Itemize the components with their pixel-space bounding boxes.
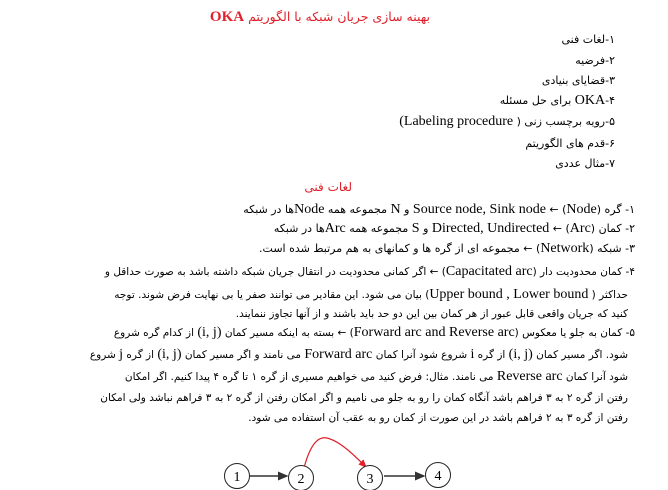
node-label: 1 bbox=[233, 470, 241, 485]
text: ) ← bbox=[545, 203, 567, 216]
toc-label: رویه برچسب زنی ( bbox=[513, 115, 606, 128]
toc-label: قدم های الگوریتم bbox=[525, 137, 606, 150]
term: Arc bbox=[324, 221, 346, 236]
toc-number: ۶- bbox=[605, 137, 615, 150]
text: و bbox=[400, 203, 413, 216]
text: ۴- کمان محدودیت دار ( bbox=[532, 266, 635, 278]
term: Node bbox=[566, 202, 597, 217]
toc-en: OKA bbox=[574, 93, 606, 108]
text: می نامند و اگر مسیر کمان bbox=[181, 349, 305, 361]
title-text: بهینه سازی جریان شبکه با الگوریتم bbox=[248, 9, 430, 24]
toc-number: ۴- bbox=[605, 94, 615, 107]
text: ) بیان می شود. این مقادیر می توانند صفر یا بی نهایت فرض شوند. توجه bbox=[114, 289, 430, 301]
text: ) ← مجموعه ای از گره ها و کمانهای به هم مرتبط شده است. bbox=[259, 242, 541, 255]
toc-label: مثال عددی bbox=[555, 157, 606, 170]
text: ها در شبکه bbox=[243, 203, 295, 216]
term: j bbox=[119, 347, 124, 362]
text: حداکثر ( bbox=[588, 289, 628, 301]
term: Reverse arc bbox=[496, 369, 563, 384]
text: شروع bbox=[89, 349, 120, 361]
term: (i, j) bbox=[508, 347, 533, 362]
text: از کدام گره شروع bbox=[113, 327, 198, 339]
text: مجموعه همه bbox=[324, 203, 391, 216]
term: Node bbox=[294, 202, 325, 217]
text: ها در شبکه bbox=[273, 222, 325, 235]
node-label: 4 bbox=[434, 469, 442, 484]
node-label: 2 bbox=[297, 472, 305, 487]
term: Capacitated arc bbox=[445, 264, 533, 279]
term: i bbox=[470, 347, 475, 362]
text: شروع شود آنرا کمان bbox=[372, 349, 471, 361]
toc-number: ۳- bbox=[605, 74, 615, 87]
term: Directed, Undirected bbox=[431, 221, 550, 236]
toc-label: فرضیه bbox=[575, 54, 606, 67]
node-3 bbox=[358, 466, 383, 490]
toc-number: ۲- bbox=[605, 54, 615, 67]
text: شود آنرا کمان bbox=[562, 371, 628, 383]
toc-label: برای حل مسئله bbox=[499, 94, 575, 107]
text: می نامند. مثال: فرض کنید می خواهیم مسیری از گره ۱ تا گره ۴ پیدا کنیم. اگر امکان bbox=[124, 371, 497, 383]
text: ۵- کمان به جلو یا معکوس ( bbox=[514, 327, 635, 339]
text: ۳- شبکه ( bbox=[589, 242, 635, 255]
term: N bbox=[390, 202, 401, 217]
title-algorithm: OKA bbox=[209, 9, 245, 25]
reverse-arc-2-3 bbox=[304, 438, 366, 468]
toc-en: Labeling procedure) bbox=[399, 114, 514, 129]
toc-number: ۵- bbox=[605, 115, 615, 128]
text: ) ← بسته به اینکه مسیر کمان bbox=[221, 327, 354, 339]
toc-number: ۱- bbox=[605, 33, 615, 46]
text: ) ← bbox=[549, 222, 570, 235]
term: Source node, Sink node bbox=[412, 202, 546, 217]
term: Forward arc bbox=[304, 347, 373, 362]
term: Arc bbox=[569, 221, 591, 236]
node-4 bbox=[426, 463, 451, 488]
text: ) ← اگر کمانی محدودیت در انتقال جریان شبکه داشته باشد به صورت حداقل و bbox=[104, 266, 446, 278]
term: (i, j) bbox=[197, 325, 222, 340]
term: Network bbox=[540, 241, 590, 256]
term: Upper bound , Lower bound bbox=[429, 287, 589, 302]
term: Forward arc and Reverse arc bbox=[353, 325, 515, 340]
text: ۱- گره ( bbox=[596, 203, 635, 216]
text: از گره bbox=[123, 349, 158, 361]
node-label: 3 bbox=[366, 472, 374, 487]
node-2 bbox=[289, 466, 314, 490]
toc-number: ۷- bbox=[605, 157, 615, 170]
node-1 bbox=[225, 464, 250, 489]
definition-line: رفتن از گره ۳ به ۲ فراهم باشد در این صورت از کمان رو به عقب آن استفاده می شود. bbox=[248, 412, 628, 424]
definition-line: کنید که جریان واقعی قابل عبور از هر کمان بین این دو حد باید باشند و از آنها تجاوز ننمایند. bbox=[235, 308, 628, 320]
term: (i, j) bbox=[157, 347, 182, 362]
text: از گره bbox=[474, 349, 509, 361]
text: و bbox=[419, 222, 432, 235]
term: S bbox=[411, 221, 420, 236]
toc-label: لغات فنی bbox=[561, 33, 606, 46]
section-heading: لغات فنی bbox=[304, 180, 352, 194]
text: ۲- کمان ( bbox=[590, 222, 635, 235]
text: شود. اگر مسیر کمان bbox=[532, 349, 628, 361]
toc-label: قضایای بنیادی bbox=[541, 74, 606, 87]
definition-line: رفتن از گره ۲ به ۳ فراهم باشد آنگاه کمان را رو به جلو می نامیم و اگر امکان رفتن از گره ۲ به ۳ فراهم نباشد ولی امکان bbox=[100, 392, 628, 404]
text: مجموعه همه bbox=[345, 222, 412, 235]
